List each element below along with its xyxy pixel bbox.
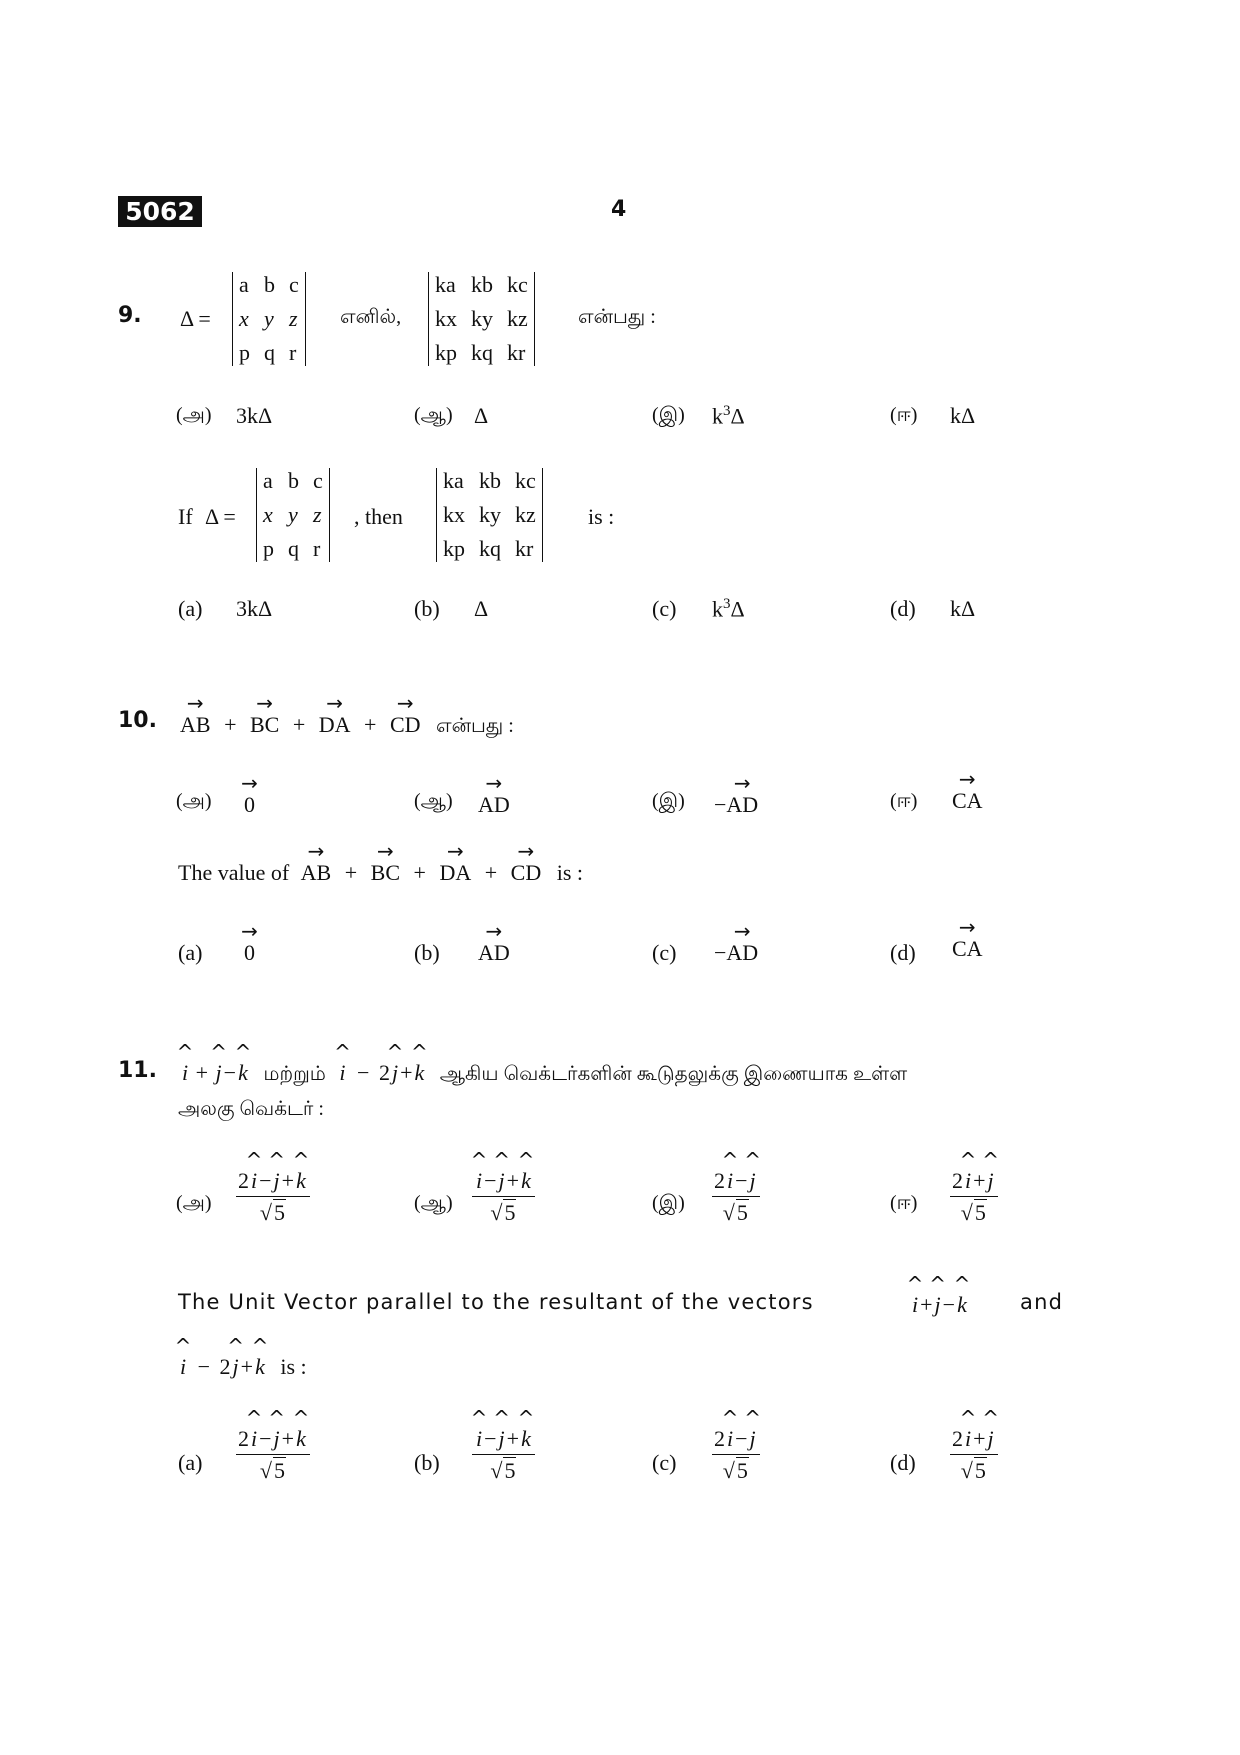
english-is: is : [588,504,615,529]
unit-i: ^ i [337,1060,347,1086]
unit-k: ^ k [253,1354,267,1380]
fraction-option [472,1168,535,1226]
fraction-option [950,1426,998,1484]
option-label: (இ) [652,1192,685,1214]
question-number: 11. [118,1058,157,1083]
minus-sign: − [259,1426,272,1451]
denominator [961,1197,987,1226]
unit-j: ^ j [986,1426,996,1452]
det-cell: kc [507,272,528,297]
unit-j: ^ j [748,1426,758,1452]
coefficient: 2 [238,1426,249,1451]
plus-sign: + [292,712,306,737]
determinant-english-1 [256,468,330,562]
option-label: (d) [890,940,916,965]
radicand: 5 [504,1458,516,1483]
radicand: 5 [504,1200,516,1225]
vector-ad: → AD [726,792,758,818]
plus-sign: + [484,860,498,885]
plus-sign: + [224,712,237,737]
unit-i: ^ i [474,1168,484,1194]
option-value: Δ [474,596,489,621]
vector-bc: → BC [250,712,279,738]
fraction-option [712,1426,760,1484]
option-label: (a) [178,596,203,621]
delta-equals: Δ = [180,306,211,331]
option-value [478,792,510,818]
plus-sign: + [973,1168,986,1193]
sqrt-sign: √ [259,1458,272,1483]
option-label: (ஆ) [414,790,453,812]
det-cell: z [313,502,322,527]
option-value: 3kΔ [236,596,273,621]
det-cell: y [264,306,274,331]
option-label: (b) [414,596,440,621]
denominator [260,1455,286,1484]
minus-sign: − [942,1292,956,1317]
option-label: (ஈ) [890,790,918,812]
denominator [490,1455,516,1484]
minus-sign: − [223,1060,237,1085]
unit-i: ^ i [910,1292,920,1318]
det-cell: kp [443,536,465,561]
det-cell: kr [507,340,526,365]
unit-i: ^ i [725,1426,735,1452]
denominator [260,1197,286,1226]
unit-k: ^ k [294,1426,308,1452]
tamil-if: எனில், [340,306,402,328]
unit-i: ^ i [963,1168,973,1194]
option-label: (c) [652,940,677,965]
denominator [490,1197,516,1226]
vector-ab: → AB [180,712,211,738]
unit-j: ^ j [933,1292,943,1318]
det-cell: z [289,306,298,331]
coefficient: 2 [378,1060,390,1085]
option-label: (அ) [176,790,212,812]
english-question-line-1: The Unit Vector parallel to the resultant of the vectors [178,1290,814,1314]
minus-sign: − [735,1168,748,1193]
plus-sign: + [400,1060,413,1085]
sqrt-sign: √ [490,1458,503,1483]
plus-sign: + [281,1426,295,1451]
plus-sign: + [973,1426,986,1451]
option-label: (அ) [176,1192,212,1214]
numerator [712,1168,760,1197]
unit-i: ^ i [963,1426,973,1452]
minus-sign: − [484,1168,497,1193]
unit-i: ^ i [249,1426,259,1452]
numerator [472,1168,535,1197]
value-delta: Δ [730,596,745,622]
plus-sign: + [364,712,377,737]
option-label: (b) [414,1450,440,1475]
det-cell: kz [515,502,536,527]
det-cell: ka [435,272,456,297]
value-delta: Δ [730,403,745,429]
plus-sign: + [506,1168,520,1193]
radicand: 5 [736,1458,748,1483]
option-label: (ஈ) [890,404,918,426]
unit-j: ^ j [390,1060,400,1086]
english-if: If [178,504,193,529]
vector-cd: → CD [511,860,542,886]
minus-sign: − [259,1168,272,1193]
value-base: k [712,403,723,429]
option-label: (d) [890,1450,916,1475]
determinant-tamil-2 [428,272,535,366]
sqrt-sign: √ [722,1458,735,1483]
option-value: Δ [474,403,489,428]
det-cell: a [239,272,249,297]
unit-k: ^ k [236,1060,250,1086]
english-and: and [1020,1290,1064,1314]
coefficient: 2 [714,1426,725,1451]
det-cell: ka [443,468,464,493]
tamil-is: என்பது : [578,306,656,328]
numerator [472,1426,535,1455]
option-label: (a) [178,1450,203,1475]
plus-sign: + [240,1354,254,1379]
english-prefix: The value of [178,860,290,885]
radicand: 5 [974,1200,986,1225]
det-cell: a [263,468,273,493]
radicand: 5 [273,1200,285,1225]
unit-j: ^ j [272,1168,282,1194]
option-label: (a) [178,940,203,965]
value-exponent: 3 [723,596,731,612]
numerator [950,1168,998,1197]
coefficient: 2 [952,1426,963,1451]
sqrt-sign: √ [960,1200,973,1225]
denominator [961,1455,987,1484]
unit-j: ^ j [214,1060,224,1086]
option-value: kΔ [950,403,976,428]
det-cell: kp [435,340,457,365]
option-label: (இ) [652,790,685,812]
fraction-option [236,1168,310,1226]
option-value [712,596,745,622]
tamil-question-text: ஆகிய வெக்டர்களின் கூடுதலுக்கு இணையாக உள்ள [439,1063,908,1085]
coefficient: 2 [952,1168,963,1193]
det-cell: b [264,272,275,297]
option-value [952,788,983,814]
option-label: (d) [890,596,916,621]
unit-j: ^ j [497,1168,507,1194]
denominator [723,1197,749,1226]
radicand: 5 [273,1458,285,1483]
det-cell: kx [435,306,457,331]
det-cell: kc [515,468,536,493]
option-value [952,936,983,962]
unit-j: ^ j [986,1168,996,1194]
vector-sum-english [178,860,583,886]
vector-da: → DA [439,860,471,886]
numerator [950,1426,998,1455]
unit-i: ^ i [725,1168,735,1194]
fraction-option [950,1168,998,1226]
fraction-option [472,1426,535,1484]
tamil-is: என்பது : [436,715,514,737]
det-cell: kr [515,536,534,561]
vector-sum-tamil [180,712,514,740]
determinant-english-2 [436,468,543,562]
vector-ad: → AD [726,940,758,966]
det-cell: c [289,272,299,297]
unit-k: ^ k [412,1060,426,1086]
det-cell: ky [471,306,493,331]
sqrt-sign: √ [722,1200,735,1225]
plus-sign: + [920,1292,933,1317]
vector-da: → DA [319,712,351,738]
det-cell: b [288,468,299,493]
fraction-option [712,1168,760,1226]
det-cell: kq [471,340,493,365]
option-label: (b) [414,940,440,965]
vector-ad: → AD [478,792,510,818]
minus-sign: − [714,792,727,817]
question-number: 10. [118,708,157,733]
english-question-line-2 [178,1354,307,1380]
det-cell: y [288,502,298,527]
question-number: 9. [118,303,142,328]
minus-sign: − [735,1426,748,1451]
tamil-question-line-2: அலகு வெக்டர் : [178,1098,324,1120]
page-number: 4 [611,197,627,222]
minus-sign: − [357,1060,370,1085]
det-cell: kx [443,502,465,527]
sqrt-sign: √ [490,1200,503,1225]
option-label: (அ) [176,404,212,426]
minus-sign: − [197,1354,211,1379]
option-label: (ஆ) [414,404,453,426]
coefficient: 2 [714,1168,725,1193]
delta-equals: Δ = [205,504,236,529]
unit-k: ^ k [519,1168,533,1194]
det-cell: kb [471,272,493,297]
minus-sign: − [714,940,727,965]
unit-k: ^ k [519,1426,533,1452]
det-cell: r [313,536,321,561]
vector-ca: → CA [952,788,983,814]
unit-i: ^ i [178,1354,188,1380]
plus-sign: + [413,860,426,885]
det-cell: x [239,306,249,331]
fraction-option [236,1426,310,1484]
unit-k: ^ k [294,1168,308,1194]
unit-j: ^ j [748,1168,758,1194]
plus-sign: + [195,1060,209,1085]
option-value [244,792,255,818]
option-value: 3kΔ [236,403,273,428]
option-label: (ஆ) [414,1192,453,1214]
vector-ab: → AB [301,860,332,886]
coefficient: 2 [238,1168,249,1193]
unit-i: ^ i [180,1060,190,1086]
value-exponent: 3 [723,403,731,419]
det-cell: kq [479,536,501,561]
radicand: 5 [974,1458,986,1483]
paper-code-badge: 5062 [118,196,202,227]
english-then: , then [354,504,403,529]
radicand: 5 [736,1200,748,1225]
option-label: (c) [652,1450,677,1475]
english-is: is : [280,1354,307,1379]
plus-sign: + [344,860,358,885]
option-label: (ஈ) [890,1192,918,1214]
determinant-tamil-1 [232,272,306,366]
plus-sign: + [506,1426,520,1451]
det-cell: kz [507,306,528,331]
coefficient: 2 [219,1354,231,1379]
english-is: is : [556,860,583,885]
zero-vector: → 0 [244,940,255,966]
numerator [712,1426,760,1455]
value-base: k [712,596,723,622]
tamil-and: மற்றும் [263,1063,326,1085]
vector-ad: → AD [478,940,510,966]
det-cell: ky [479,502,501,527]
unit-j: ^ j [231,1354,241,1380]
vector-ca: → CA [952,936,983,962]
unit-i: ^ i [474,1426,484,1452]
numerator [236,1426,310,1455]
option-value [714,940,758,966]
option-value [244,940,255,966]
det-cell: c [313,468,323,493]
plus-sign: + [281,1168,295,1193]
det-cell: kb [479,468,501,493]
option-label: (c) [652,596,677,621]
det-cell: q [264,340,275,365]
unit-j: ^ j [272,1426,282,1452]
option-value: kΔ [950,596,976,621]
tamil-question-line-1 [180,1060,907,1088]
numerator [236,1168,310,1197]
det-cell: q [288,536,299,561]
zero-vector: → 0 [244,792,255,818]
unit-j: ^ j [497,1426,507,1452]
vector-cd: → CD [390,712,421,738]
det-cell: x [263,502,273,527]
det-cell: p [239,340,250,365]
option-value [478,940,510,966]
unit-k: ^ k [955,1292,969,1318]
english-vector-expr [910,1292,969,1318]
sqrt-sign: √ [960,1458,973,1483]
option-value [712,403,745,429]
minus-sign: − [484,1426,497,1451]
det-cell: p [263,536,274,561]
denominator [723,1455,749,1484]
det-cell: r [289,340,297,365]
option-value [714,792,758,818]
option-label: (இ) [652,404,685,426]
sqrt-sign: √ [259,1200,272,1225]
vector-bc: → BC [371,860,400,886]
unit-i: ^ i [249,1168,259,1194]
